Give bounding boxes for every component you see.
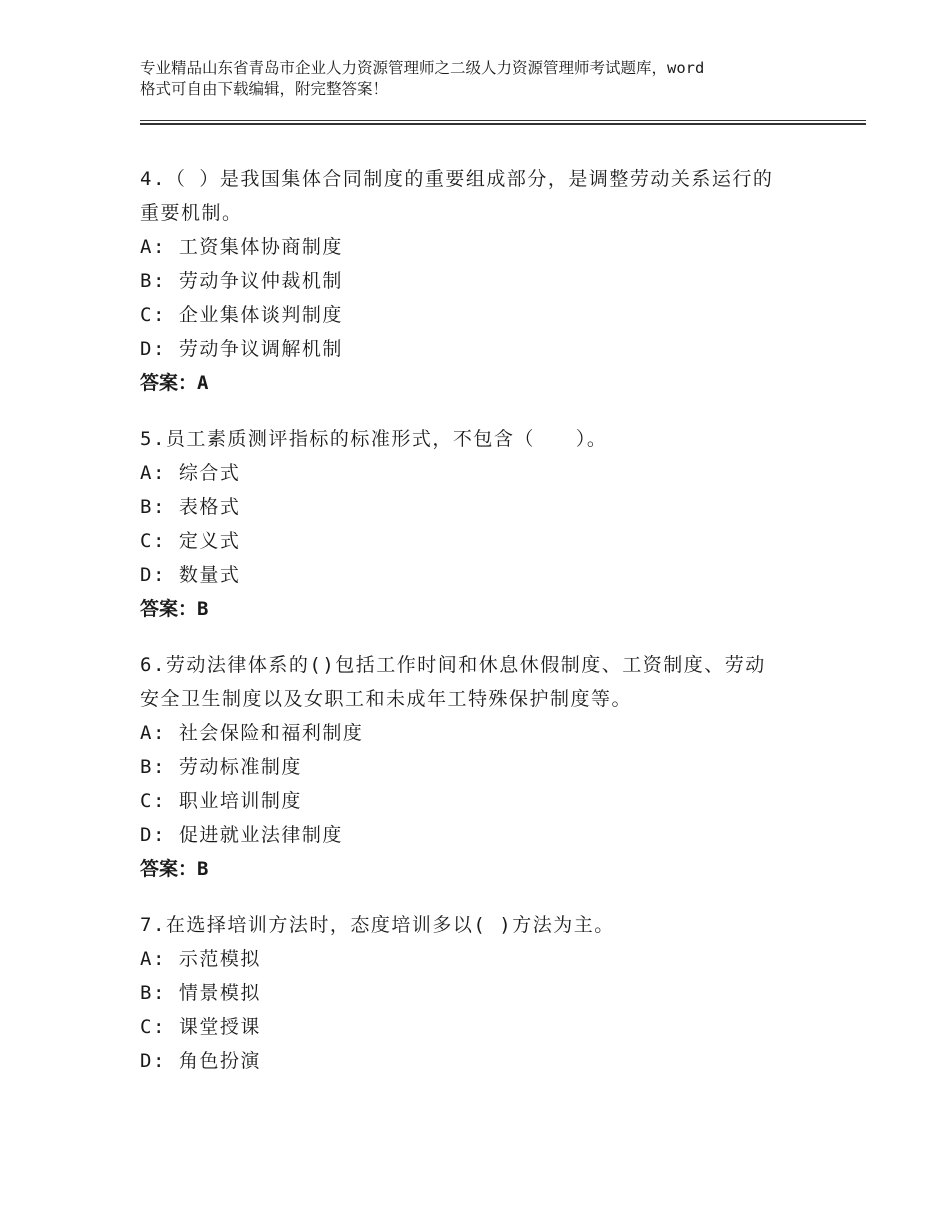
document-header [140,58,840,100]
question-4 [140,162,820,400]
option-a: A: 示范模拟 [140,948,261,970]
question-stem-line: 安全卫生制度以及女职工和未成年工特殊保护制度等。 [140,688,633,710]
option-b: B: 表格式 [140,496,241,518]
option-a: A: 社会保险和福利制度 [140,722,364,744]
option-d: D: 劳动争议调解机制 [140,338,343,360]
question-list [140,162,820,1100]
question-stem-line: 7.在选择培训方法时，态度培训多以( )方法为主。 [140,914,615,936]
option-d: D: 角色扮演 [140,1050,261,1072]
question-stem-line: 6.劳动法律体系的()包括工作时间和休息休假制度、工资制度、劳动 [140,654,766,676]
option-c: C: 职业培训制度 [140,790,302,812]
option-a: A: 工资集体协商制度 [140,236,343,258]
option-b: B: 劳动标准制度 [140,756,302,778]
option-c: C: 企业集体谈判制度 [140,304,343,326]
header-divider-thick [140,123,866,125]
header-line-1: 专业精品山东省青岛市企业人力资源管理师之二级人力资源管理师考试题库，word [140,59,705,77]
header-line-2: 格式可自由下载编辑，附完整答案！ [140,80,389,98]
header-divider-thin [140,120,866,121]
option-b: B: 情景模拟 [140,982,261,1004]
option-c: C: 定义式 [140,530,241,552]
question-stem-line: 重要机制。 [140,202,243,224]
question-5 [140,422,820,626]
option-c: C: 课堂授课 [140,1016,261,1038]
question-7 [140,908,820,1078]
option-a: A: 综合式 [140,462,241,484]
question-6 [140,648,820,886]
question-stem-line: 4.（ ）是我国集体合同制度的重要组成部分，是调整劳动关系运行的 [140,168,774,190]
answer-label: 答案：B [140,598,209,620]
answer-label: 答案：A [140,372,209,394]
option-b: B: 劳动争议仲裁机制 [140,270,343,292]
question-stem-line: 5.员工素质测评指标的标准形式，不包含（ ）。 [140,428,608,450]
option-d: D: 促进就业法律制度 [140,824,343,846]
option-d: D: 数量式 [140,564,241,586]
answer-label: 答案：B [140,858,209,880]
